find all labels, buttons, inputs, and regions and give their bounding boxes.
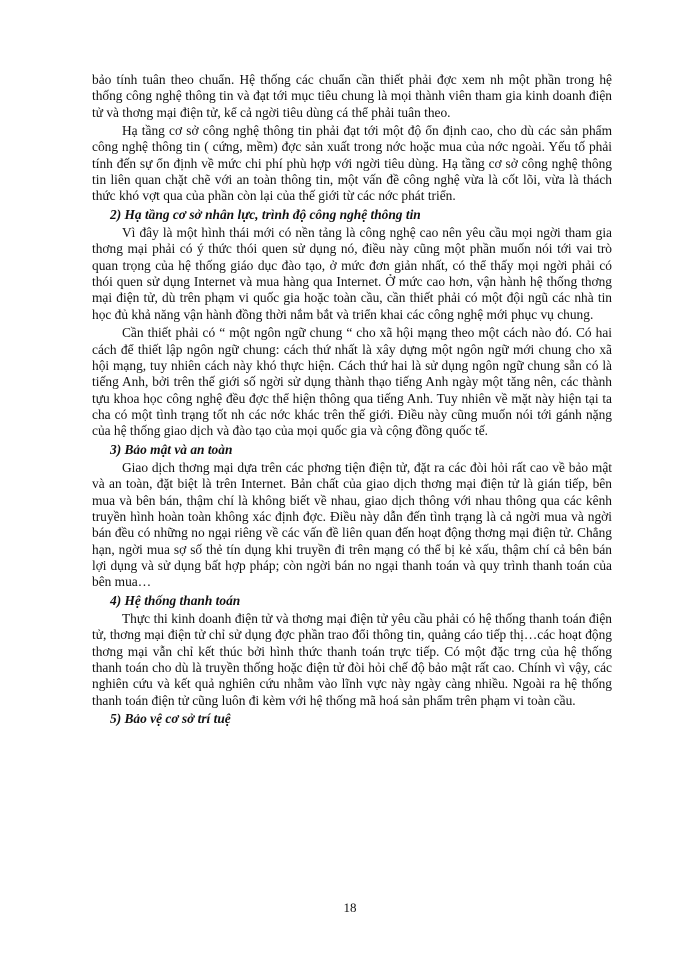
paragraph-security: Giao dịch thơng mại dựa trên các phơng tiện điện tử, đặt ra các đòi hỏi rất cao về bảo mật và an toàn, đặt biệt là trên Internet. Bản chất của giao dịch thơng mại điện tử là gián tiếp, bên mua và bên bán, thậm chí là không biết về nhau, giao dịch thông với nhau thông qua các kênh truyền hình hoàn toàn không xác định đợc. Điều này dẫn đến tình trạng là cả ngời mua và ngời bán đều có những no ngại riêng về các vấn đề liên quan đến hoạt động thơng mại điện tử. Chẳng hạn, ngời mua sợ số thẻ tín dụng khi truyền đi trên mạng có thể bị kẻ xấu, thậm chí cả bên bán lợi dụng và sử dụng bất hợp pháp; còn ngời bán no ngại thanh toán và quy trình thanh toán của bên mua… [92,459,612,590]
body-text [92,72,612,729]
paragraph-standards-continued: bảo tính tuân theo chuẩn. Hệ thống các chuẩn cần thiết phải đợc xem nh một phần trong hệ thống công nghệ thông tin và đạt tới mục tiêu chung là mọi thành viên tham gia kinh doanh điện tử và thơng mại điện tử, kể cả ngời tiêu dùng cá thể phải tuân theo. [92,72,612,120]
section-heading-security: 3) Bảo mật và an toàn [110,441,233,457]
paragraph-it-infrastructure: Hạ tầng cơ sở công nghệ thông tin phải đạt tới một độ ổn định cao, cho dù các sản phẩm công nghệ thông tin ( cứng, mềm) đợc sản xuất trong nớc hoặc mua của nớc ngoài. Yếu tố phải tính đến sự ổn định về mức chi phí phù hợp với ngời tiêu dùng. Hạ tầng cơ sở công nghệ thông tin liên quan chặt chẽ với an toàn thông tin, một vấn đề công nghệ vừa là cốt lõi, vừa là thách thức khó vợt qua của phần còn lại của thế giới từ các nớc phát triển. [92,123,612,204]
section-heading-human-resources: 2) Hạ tầng cơ sở nhân lực, trình độ công nghệ thông tin [110,206,421,222]
section-heading-intellectual-property: 5) Bảo vệ cơ sở trí tuệ [110,711,231,727]
paragraph-common-language: Cần thiết phải có “ một ngôn ngữ chung “ cho xã hội mạng theo một cách nào đó. Có hai cách để thiết lập ngôn ngữ chung: cách thứ nhất là xây dựng một ngôn ngữ mới chung cho xã hội mạng, tuy nhiên cách này khó thực hiện. Cách thứ hai là sử dụng ngôn ngữ chung sẵn có là tiếng Anh, bởi trên thế giới số ngời sử dụng thành thạo tiếng Anh ngày một tăng nên, các thành tựu khoa học công nghệ đều đợc thể hiện thông qua tiếng Anh. Tuy nhiên về mặt này hiện tại ta cha có một tình trạng tốt nh các nớc khác trên thế giới. Điều này cũng muốn nói tới gánh nặng của hệ thống giao dịch và đào tạo của mọi quốc gia và cộng đồng quốc tế. [92,325,612,439]
paragraph-payment-system: Thực thi kinh doanh điện tử và thơng mại điện tử yêu cầu phải có hệ thống thanh toán điện tử, thơng mại điện tử chỉ sử dụng đợc phần trao đổi thông tin, quảng cáo tiếp thị…các hoạt động thơng mại vẫn chỉ kết thúc bởi hình thức thanh toán trực tiếp. Có một đặc trng của hệ thống thanh toán cho dù là truyền thống hoặc điện tử đòi hỏi chế độ bảo mật rất cao. Chính vì vậy, các nghiên cứu và kết quả nghiên cứu nhằm vào lĩnh vực này ngày càng nhiều. Ngoài ra hệ thống thanh toán điện tử cũng luôn đi kèm với hệ thống mã hoá sản phẩm trên phạm vi toàn cầu. [92,611,612,708]
paragraph-human-resources: Vì đây là một hình thái mới có nền tảng là công nghệ cao nên yêu cầu mọi ngời tham gia thơng mại phải có ý thức thói quen sử dụng nó, điều này cũng một phần muốn nói tới vai trò quan trọng của hệ thống giáo dục đào tạo, ở mức đơn giản nhất, có thể thấy mọi ngời phải có thói quen sử dụng Internet và mua hàng qua Internet. Ở mức cao hơn, vận hành hệ thống thơng mại điện tử, dù trên phạm vi quốc gia hoặc toàn cầu, cần thiết phải có một đội ngũ các nhà tin học đủ khả năng vận hành đồng thời nắm bắt và triển khai các công nghệ mới phục vụ chung. [92,225,612,322]
page-number: 18 [343,900,357,915]
section-heading-payment-system: 4) Hệ thống thanh toán [110,592,241,608]
